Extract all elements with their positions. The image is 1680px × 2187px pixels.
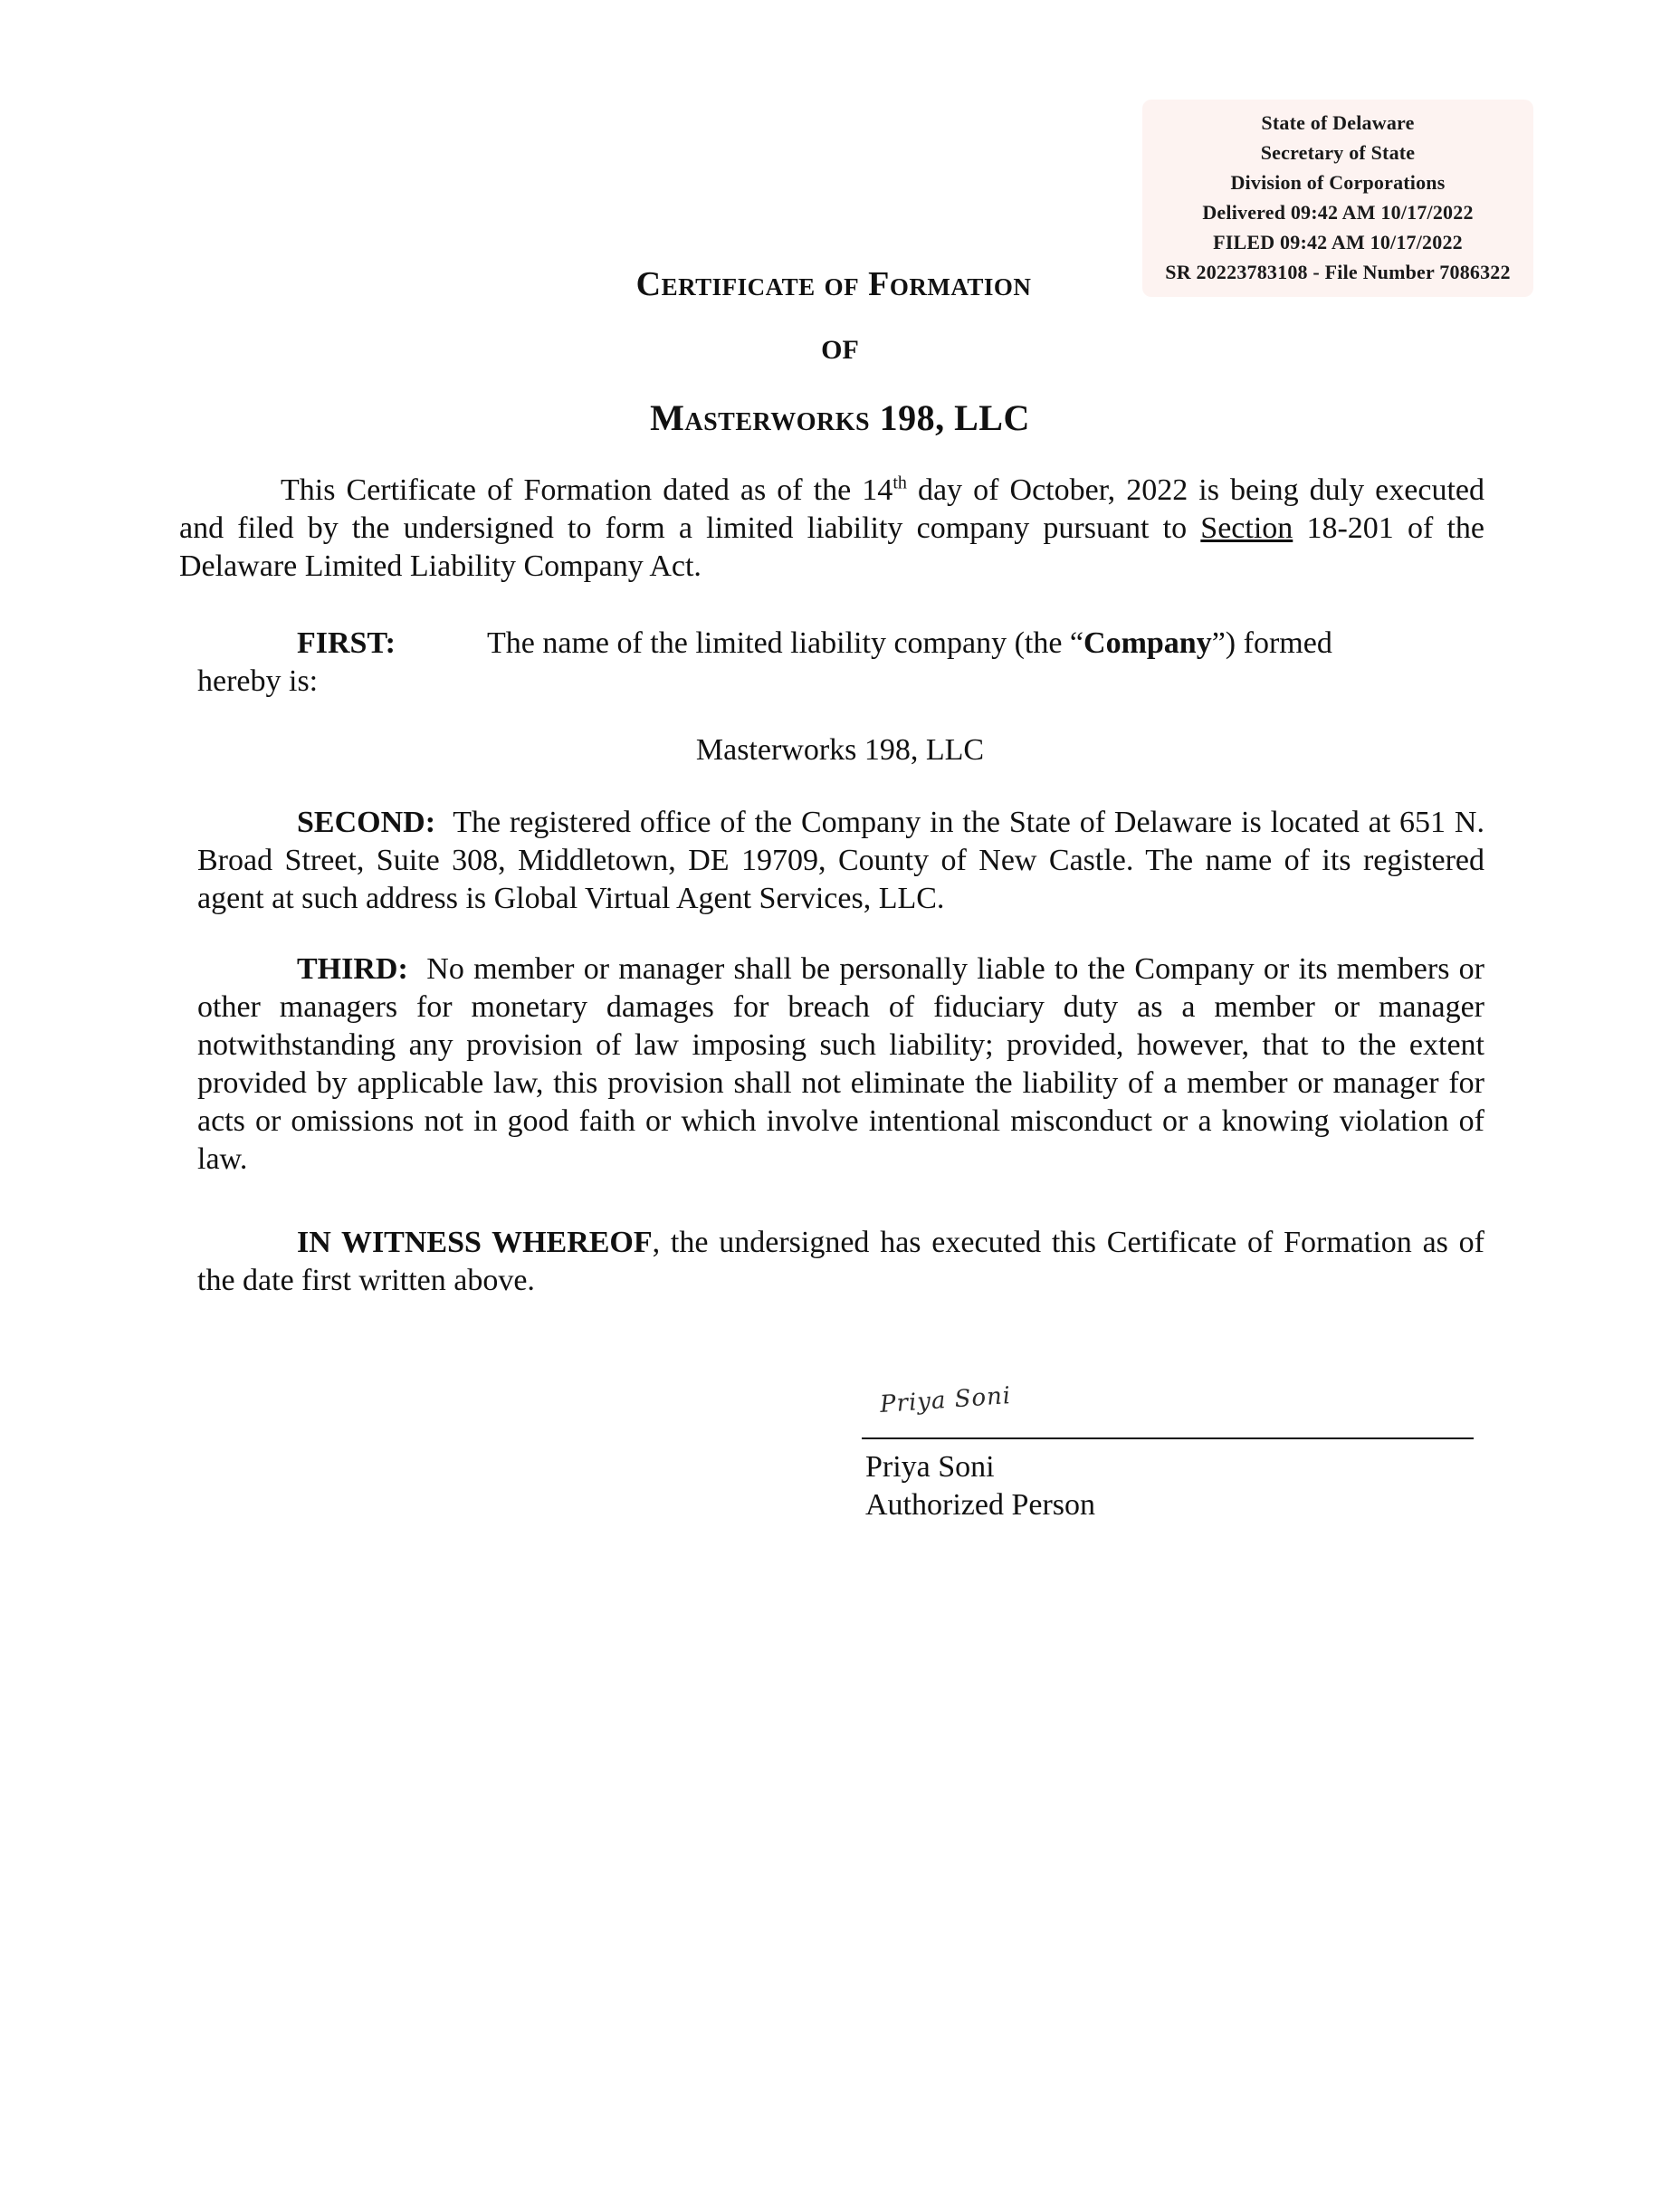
stamp-line: State of Delaware xyxy=(1261,111,1415,134)
document-title: Certificate of Formation xyxy=(635,265,1032,303)
section-reference: Section xyxy=(1200,511,1293,545)
first-label: FIRST: xyxy=(297,626,396,660)
signature-line xyxy=(862,1437,1474,1439)
second-article xyxy=(197,804,1484,918)
intro-text: day of October, 2022 is being duly executed and filed by the undersigned to form a limited liability company pursuant to xyxy=(179,473,1484,545)
signer-block xyxy=(865,1448,1095,1524)
witness-text: , the undersigned has executed this Certificate of Formation as of the date first written above. xyxy=(197,1226,1484,1297)
stamp-line: Delivered 09:42 AM 10/17/2022 xyxy=(1202,201,1474,224)
stamp-line: Division of Corporations xyxy=(1230,171,1446,194)
third-label: THIRD: xyxy=(297,952,408,986)
company-heading: Masterworks 198, LLC xyxy=(650,397,1030,438)
witness-label: IN WITNESS WHEREOF xyxy=(297,1226,653,1259)
ordinal-suffix: th xyxy=(892,473,907,493)
witness-clause xyxy=(197,1224,1484,1300)
stamp-line: FILED 09:42 AM 10/17/2022 xyxy=(1213,231,1463,253)
stamp-line: Secretary of State xyxy=(1260,141,1416,164)
first-text xyxy=(487,625,1484,663)
defined-term: Company xyxy=(1083,626,1212,660)
handwritten-signature: Priya Soni xyxy=(879,1381,1013,1419)
company-name: Masterworks 198, LLC xyxy=(695,733,985,767)
stamp-line: SR 20223783108 - File Number 7086322 xyxy=(1165,261,1511,283)
signer-title: Authorized Person xyxy=(865,1488,1096,1522)
second-label: SECOND: xyxy=(297,806,436,839)
first-article xyxy=(197,625,1484,701)
second-text: The registered office of the Company in the State of Delaware is located at 651 N. Broad Street, Suite 308, Middletown, DE 19709, County of New Castle. The name of its registered agent at such address is Global Virtual Agent Services, LLC. xyxy=(197,806,1484,915)
first-continuation: hereby is: xyxy=(197,664,319,698)
third-text: No member or manager shall be personally liable to the Company or its members or other managers for monetary damages for breach of fiduciary duty as a member or manager notwithstanding any provision of law imposing such liability; provided, however, that to the extent provided by applicable law, this provision shall not eliminate the liability of a member or manager for acts or omissions not in good faith or which involve intentional misconduct or a knowing violation of law. xyxy=(197,952,1484,1176)
intro-text: 18-201 of the Delaware Limited Liability Company Act. xyxy=(179,511,1484,583)
third-article xyxy=(197,950,1484,1179)
intro-text: This Certificate of Formation dated as of the 14 xyxy=(281,473,893,507)
first-text-part: ”) formed xyxy=(1211,626,1332,660)
title-of: OF xyxy=(821,335,859,365)
intro-paragraph xyxy=(179,472,1484,586)
first-text-part: The name of the limited liability company (the “ xyxy=(487,626,1084,660)
signer-name: Priya Soni xyxy=(865,1450,995,1484)
